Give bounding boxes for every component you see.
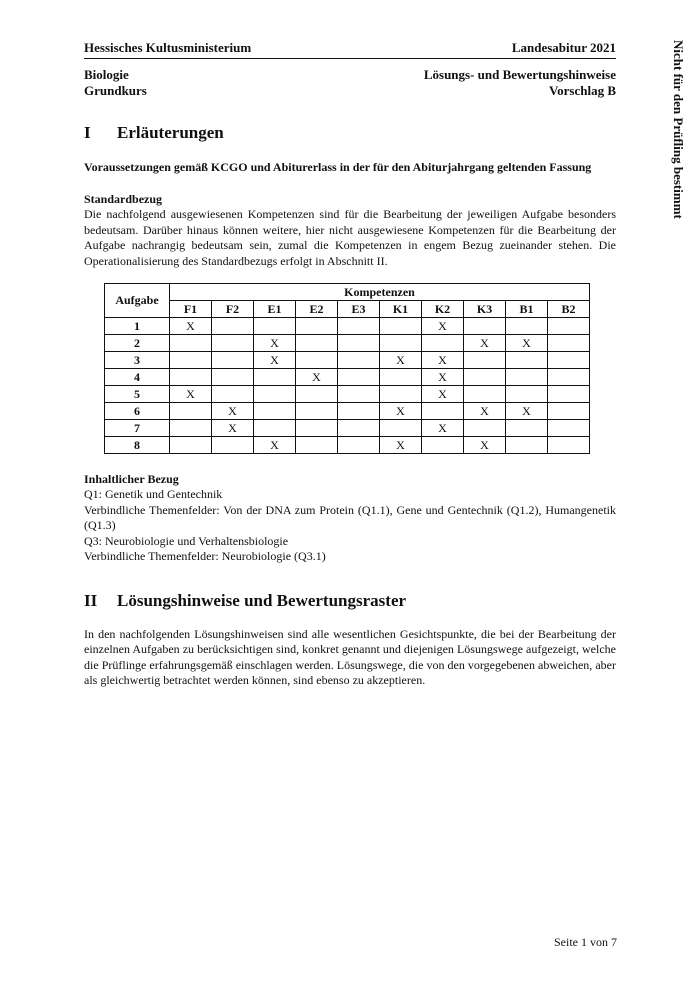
exam-name: Landesabitur 2021 [511,40,616,55]
competency-mark [464,369,506,386]
competency-header: F2 [212,301,254,318]
competency-mark [170,369,212,386]
competency-mark [380,318,422,335]
competency-mark [506,352,548,369]
competency-mark [506,420,548,437]
competency-mark: X [170,318,212,335]
competency-mark [548,335,590,352]
competency-mark [254,318,296,335]
competency-mark: X [212,420,254,437]
competency-mark: X [464,437,506,454]
competency-header: E1 [254,301,296,318]
side-note-text: Nicht für den Prüfling bestimmt [671,40,686,219]
competency-mark: X [422,386,464,403]
page-number: Seite 1 von 7 [554,935,617,949]
competency-mark: X [212,403,254,420]
competency-mark [296,420,338,437]
competency-mark: X [296,369,338,386]
prerequisites: Voraussetzungen gemäß KCGO und Abiturerlass in der für den Abiturjahrgang geltenden Fassung [84,160,592,174]
competency-header: K2 [422,301,464,318]
content-line: Verbindliche Themenfelder: Von der DNA zum Protein (Q1.1), Gene und Gentechnik (Q1.2), Humangenetik (Q1.3) [84,502,616,532]
table-row [105,437,590,454]
competency-header: K1 [380,301,422,318]
task-number: 6 [105,403,170,420]
competency-mark [212,386,254,403]
task-number: 7 [105,420,170,437]
competency-mark [212,437,254,454]
task-number: 5 [105,386,170,403]
competency-mark [170,420,212,437]
competency-header: K3 [464,301,506,318]
competency-mark [254,386,296,403]
competency-mark [212,335,254,352]
doc-type: Lösungs- und Bewertungshinweise [423,67,616,82]
competency-mark: X [380,403,422,420]
section2-number: II [84,590,98,610]
competency-mark [212,318,254,335]
table-row [105,403,590,420]
competency-header: E3 [338,301,380,318]
competency-mark [548,386,590,403]
standard-label: Standardbezug [84,192,163,206]
standard-text: Die nachfolgend ausgewiesenen Kompetenzen sind für die Bearbeitung der jeweiligen Aufgabe besonders bedeutsam. Darüber hinaus können weitere, hier nicht ausgewiesene Kompetenzen für die Bearbeitung der Aufgabe nachrangig bedeutsam sein, zumal die Kompetenzen in engem Bezug zueinander stehen. Die Operationalisierung des Standardbezugs erfolgt in Abschnitt II. [84,207,616,268]
competency-mark: X [254,352,296,369]
ministry-name: Hessisches Kultusministerium [84,40,252,55]
proposal: Vorschlag B [548,83,616,98]
competency-header: F1 [170,301,212,318]
competency-mark [338,335,380,352]
competency-mark [254,369,296,386]
task-number: 2 [105,335,170,352]
competency-mark: X [506,335,548,352]
competency-mark [254,420,296,437]
competency-mark [422,335,464,352]
subject: Biologie [84,67,129,82]
content-line: Q1: Genetik und Gentechnik [84,487,223,501]
table-row [105,352,590,369]
competency-mark: X [254,437,296,454]
competency-mark [296,386,338,403]
competency-mark [548,420,590,437]
competency-mark [380,335,422,352]
content-line: Q3: Neurobiologie und Verhaltensbiologie [84,533,289,548]
competency-mark [296,352,338,369]
competency-mark [506,369,548,386]
competency-mark [338,386,380,403]
section2-text: In den nachfolgenden Lösungshinweisen sind alle wesentlichen Gesichtspunkte, die bei der Bearbeitung der einzelnen Aufgaben zu berücksichtigen sind, konkret genannt und diejenigen Lösungswege aufgezeigt, welche die Prüflinge erfahrungsgemäß einschlagen werden. Lösungswege, die von den vorgegebenen abweichen, aber als gleichwertig betrachtet werden können, sind ebenso zu akzeptieren. [84,626,616,687]
competency-mark [506,386,548,403]
competency-table-body [105,318,590,454]
table-row [105,369,590,386]
competency-header: E2 [296,301,338,318]
competency-mark [380,386,422,403]
competency-mark [464,352,506,369]
section2-heading [84,591,616,611]
competency-mark [506,318,548,335]
content-line: Verbindliche Themenfelder: Neurobiologie (Q3.1) [84,549,326,563]
competency-mark: X [464,335,506,352]
competency-mark [296,403,338,420]
competency-mark [296,335,338,352]
competency-mark [422,437,464,454]
competency-mark [338,403,380,420]
competency-mark [548,403,590,420]
task-number: 8 [105,437,170,454]
side-note [670,40,686,219]
competency-mark [338,369,380,386]
competency-mark: X [380,352,422,369]
competency-mark [338,437,380,454]
document-page [84,40,616,689]
competency-mark [464,420,506,437]
competency-mark [170,352,212,369]
competency-mark [506,437,548,454]
competency-mark: X [422,420,464,437]
competency-mark [422,403,464,420]
competency-mark [380,420,422,437]
section1-heading [84,123,616,143]
competency-table [104,283,590,454]
section1-title: Erläuterungen [117,123,224,142]
competency-mark [170,335,212,352]
competency-mark: X [422,369,464,386]
subheader [84,67,616,99]
competency-mark [296,318,338,335]
course: Grundkurs [84,83,147,98]
task-number: 1 [105,318,170,335]
col-kompetenzen: Kompetenzen [170,284,590,301]
competency-mark [170,437,212,454]
page-header [84,40,616,59]
competency-mark [212,369,254,386]
competency-mark [296,437,338,454]
competency-mark: X [422,318,464,335]
content-lines [84,487,616,565]
table-row [105,335,590,352]
competency-mark [338,318,380,335]
competency-mark [548,318,590,335]
competency-mark [254,403,296,420]
competency-mark [464,318,506,335]
competency-mark [380,369,422,386]
competency-mark [464,386,506,403]
competency-mark: X [422,352,464,369]
competency-mark [338,352,380,369]
competency-header: B1 [506,301,548,318]
section1-number: I [84,123,91,142]
competency-mark [548,369,590,386]
competency-mark: X [380,437,422,454]
competency-mark [212,352,254,369]
competency-mark: X [464,403,506,420]
competency-mark [548,437,590,454]
competency-mark: X [254,335,296,352]
competency-mark [170,403,212,420]
task-number: 4 [105,369,170,386]
competency-mark [338,420,380,437]
content-label: Inhaltlicher Bezug [84,472,179,486]
section2-title: Lösungshinweise und Bewertungsraster [117,590,407,610]
competency-mark: X [170,386,212,403]
competency-header-row [105,301,590,318]
col-aufgabe: Aufgabe [105,284,170,318]
task-number: 3 [105,352,170,369]
table-row [105,386,590,403]
table-row [105,318,590,335]
competency-mark: X [506,403,548,420]
competency-header: B2 [548,301,590,318]
competency-mark [548,352,590,369]
table-row [105,420,590,437]
